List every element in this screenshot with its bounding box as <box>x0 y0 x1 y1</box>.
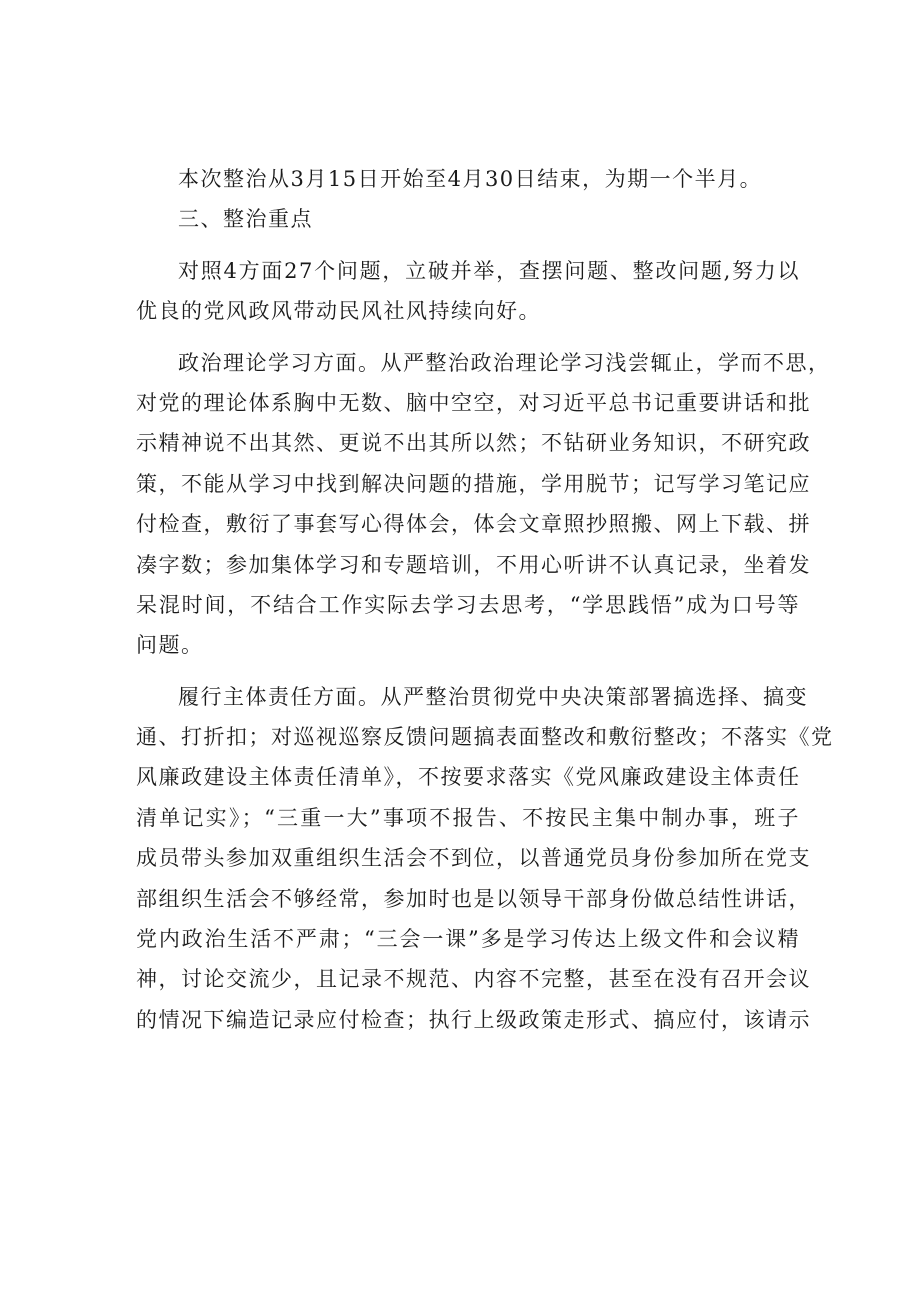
text-line: 本次整治从3月15日开始至4月30日结束，为期一个半月。 <box>178 167 763 191</box>
text-line: 履行主体责任方面。从严整治贯彻党中央决策部署搞选择、搞变 <box>178 684 808 709</box>
text-line: 成员带头参加双重组织生活会不到位，以普通党员身份参加所在党支 <box>136 846 811 871</box>
paragraph-period <box>136 159 800 199</box>
text-line: 的情况下编造记录应付检查；执行上级政策走形式、搞应付，该请示 <box>136 1007 811 1032</box>
text-line: 凑字数；参加集体学习和专题培训，不用心听讲不认真记录，坐着发 <box>136 552 811 577</box>
paragraph-main-responsibility <box>136 677 834 1041</box>
paragraph-political-theory <box>136 343 831 666</box>
text-line: 部组织生活会不够经常，参加时也是以领导干部身份做总结性讲话， <box>136 886 811 911</box>
text-line: 付检查，敷衍了事套写心得体会，体会文章照抄照搬、网上下载、拼 <box>136 512 811 537</box>
document-body <box>136 159 834 1040</box>
text-line: 呆混时间，不结合工作实际去学习去思考，“学思践悟”成为口号等 <box>136 592 800 617</box>
text-line: 党内政治生活不严肃；“三会一课”多是学习传达上级文件和会议精 <box>136 927 800 952</box>
spacer <box>136 332 800 343</box>
spacer <box>136 666 800 677</box>
spacer <box>136 240 800 251</box>
text-line: 优良的党风政风带动民风社风持续向好。 <box>136 299 541 324</box>
text-line: 政治理论学习方面。从严整治政治理论学习浅尝辄止，学而不思， <box>178 350 831 375</box>
text-line: 对照4方面27个问题，立破并举，查摆问题、整改问题,努力以 <box>178 258 800 283</box>
text-line: 神，讨论交流少，且记录不规范、内容不完整，甚至在没有召开会议 <box>136 967 811 992</box>
heading-text: 三、整治重点 <box>178 207 313 232</box>
text-line: 风廉政建设主体责任清单》，不按要求落实《党风廉政建设主体责任 <box>136 765 801 790</box>
text-line: 对党的理论体系胸中无数、脑中空空，对习近平总书记重要讲话和批 <box>136 390 811 415</box>
text-line: 通、打折扣；对巡视巡察反馈问题搞表面整改和敷衍整改；不落实《党 <box>136 725 834 750</box>
paragraph-overview <box>136 251 800 332</box>
section-heading <box>136 199 800 239</box>
text-line: 示精神说不出其然、更说不出其所以然；不钻研业务知识，不研究政 <box>136 431 811 456</box>
text-line: 清单记实》；“三重一大”事项不报告、不按民主集中制办事，班子 <box>136 805 800 830</box>
text-line: 策，不能从学习中找到解决问题的措施，学用脱节；记写学习笔记应 <box>136 471 811 496</box>
text-line: 问题。 <box>136 633 204 658</box>
